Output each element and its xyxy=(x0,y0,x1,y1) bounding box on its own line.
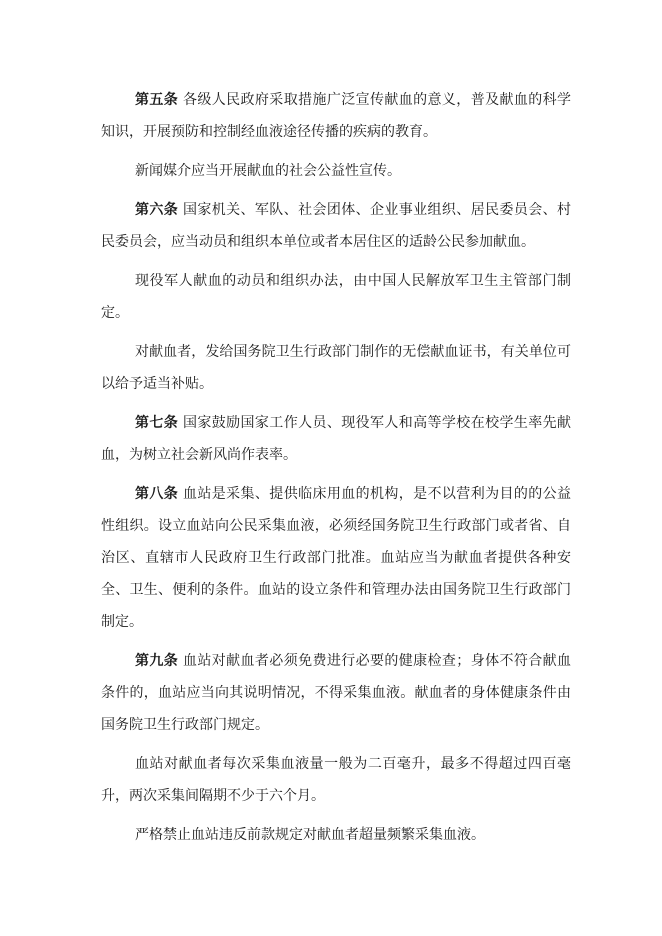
paragraph-article-6 xyxy=(101,194,571,258)
article-heading: 第五条 xyxy=(135,92,179,108)
document-body xyxy=(101,84,571,858)
paragraph-military-donation xyxy=(101,265,571,329)
paragraph-prohibition xyxy=(101,819,571,851)
paragraph-text: 各级人民政府采取措施广泛宣传献血的意义，普及献血的科学知识，开展预防和控制经血液途径传播的疾病的教育。 xyxy=(101,92,572,140)
paragraph-article-5 xyxy=(101,84,571,148)
paragraph-collection-volume xyxy=(101,748,571,812)
paragraph-text: 现役军人献血的动员和组织办法，由中国人民解放军卫生主管部门制定。 xyxy=(101,273,571,321)
paragraph-text: 血站对献血者必须免费进行必要的健康检查；身体不符合献血条件的，血站应当向其说明情况，不得采集血液。献血者的身体健康条件由国务院卫生行政部门规定。 xyxy=(101,653,572,733)
paragraph-article-9 xyxy=(101,645,571,741)
paragraph-text: 对献血者，发给国务院卫生行政部门制作的无偿献血证书，有关单位可以给予适当补贴。 xyxy=(101,344,571,392)
paragraph-text: 新闻媒介应当开展献血的社会公益性宣传。 xyxy=(135,163,401,179)
paragraph-text: 严格禁止血站违反前款规定对献血者超量频繁采集血液。 xyxy=(135,827,485,843)
paragraph-text: 血站是采集、提供临床用血的机构，是不以营利为目的的公益性组织。设立血站向公民采集血液，必须经国务院卫生行政部门或者省、自治区、直辖市人民政府卫生行政部门批准。血站应当为献血者提供各种安全、卫生、便利的条件。血站的设立条件和管理办法由国务院卫生行政部门制定。 xyxy=(101,486,572,630)
article-heading: 第七条 xyxy=(135,415,179,431)
paragraph-text: 国家机关、军队、社会团体、企业事业组织、居民委员会、村民委员会，应当动员和组织本单位或者本居住区的适龄公民参加献血。 xyxy=(101,202,572,250)
paragraph-media-publicity xyxy=(101,155,571,187)
paragraph-donation-certificate xyxy=(101,336,571,400)
paragraph-article-7 xyxy=(101,407,571,471)
article-heading: 第六条 xyxy=(135,202,179,218)
paragraph-text: 血站对献血者每次采集血液量一般为二百毫升，最多不得超过四百毫升，两次采集间隔期不少于六个月。 xyxy=(101,756,571,804)
paragraph-article-8 xyxy=(101,478,571,638)
article-heading: 第八条 xyxy=(135,486,179,502)
article-heading: 第九条 xyxy=(135,653,179,669)
paragraph-text: 国家鼓励国家工作人员、现役军人和高等学校在校学生率先献血，为树立社会新风尚作表率。 xyxy=(101,415,572,463)
